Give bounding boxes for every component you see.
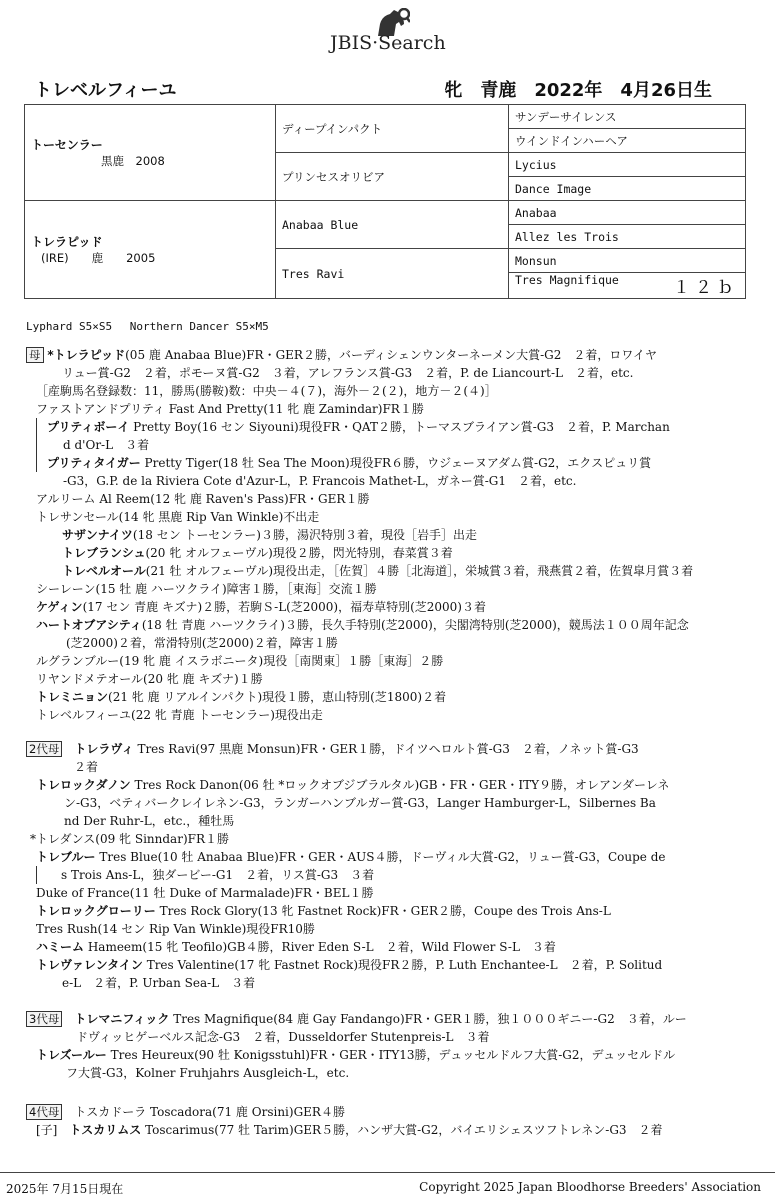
hameem-record: Hameem(15 牝 Teofilo)GB４勝，River Eden S-L ２着，Wild Flower S-L ３着 [84,940,556,954]
heart-of-a-city-record-2: (芝2000)２着，常滑特別(芝2000)２着，障害１勝 [66,636,338,650]
kevin-link[interactable]: ケゲィン [36,600,83,614]
tres-rock-danon-record-2: ン-G3，ベティバークレイレネン-G3，ランガーハンブルガー賞-G3，Langer Hamburger-L，Silbernes Ba [64,796,656,810]
tres-magnifique-record: Tres Magnifique(84 鹿 Gay Fandango)FR・GER１勝，独１０００ギニー-G2 ３着，ルー [169,1012,687,1026]
sds-cell[interactable]: Lycius [509,153,746,177]
tres-valentine-link[interactable]: トレヴァレンタイン [36,958,143,972]
sire-cell[interactable] [25,105,276,201]
pretty-boy-record: Pretty Boy(16 セン Siyouni)現役FR・QAT２勝，トーマスブライアン賞-G3 ２着，P. Marchan [129,420,670,434]
sdd-cell[interactable]: Dance Image [509,177,746,201]
dam-cell[interactable] [25,201,276,299]
tres-blanche-link[interactable]: トレブランシュ [62,546,146,560]
child-al-reem: アルリーム Al Reem(12 牝 鹿 Raven's Pass)FR・GER１勝 [36,492,370,506]
sire-name: トーセンラー [31,138,103,152]
pretty-tiger-record-2: -G3，G.P. de la Riviera Cote d'Azur-L，P. Francois Mathet-L，ガネー賞-G1 ２着，etc. [63,474,577,488]
kevin-record: (17 セン 青鹿 キズナ)２勝，若駒Ｓ-L(芝2000)，福寿草特別(芝2000)３着 [82,600,486,614]
footer-copyright: Copyright 2025 Japan Bloodhorse Breeders' Association [419,1180,761,1194]
sire-sire-cell[interactable]: ディープインパクト [276,105,509,153]
toscarimus-record: Toscarimus(77 牡 Tarim)GER５勝，ハンザ大賞-G2，バイエリシェスツフトレネン-G3 ２着 [141,1123,663,1137]
ssd-cell[interactable]: ウインドインハーヘア [509,129,746,153]
dam-record-2: リュー賞-G2 ２着，ポモーヌ賞-G2 ３着，アレフランス賞-G3 ２着，P. de Liancourt-L ２着，etc. [62,366,634,380]
third-dam-section [26,1010,746,1082]
dss-cell[interactable]: Anabaa [509,201,746,225]
child-tres-dance: *トレダンス(09 牝 Sinndar)FR１勝 [30,832,229,846]
tres-bellor-link[interactable]: トレベルオール [62,564,146,578]
second-dam-section [26,740,746,992]
southern-knights-link[interactable]: サザンナイツ [62,528,133,542]
tag-4th-dam: 4代母 [26,1104,62,1120]
dam-link[interactable]: *トレラピッド [47,348,126,362]
pretty-tiger-link[interactable]: プリティタイガー [47,456,141,470]
tres-magnifique-link[interactable]: トレマニフィック [74,1012,170,1026]
pretty-boy-record-2: d d'Or-L ３着 [63,438,150,452]
title-row [34,76,746,105]
dds-cell[interactable]: Monsun [509,249,746,273]
sire-sub: 黒鹿 2008 [101,154,165,168]
dam-sire-cell[interactable]: Anabaa Blue [276,201,509,249]
child-lien-de-meteore: リヤンドメテオール(20 牝 鹿 キズナ)１勝 [36,672,263,686]
tres-bellor-record: (21 牡 オルフェーヴル)現役出走，［佐賀］４勝［北海道］，栄城賞３着，飛燕賞２着，佐賀皐月賞３着 [145,564,694,578]
heart-of-a-city-record: (18 牡 青鹿 ハーツクライ)３勝，長久手特別(芝2000)，尖閣湾特別(芝2000)，競馬法１００周年記念 [141,618,689,632]
pretty-boy-link[interactable]: プリティボーイ [47,420,130,434]
sss-cell[interactable]: サンデーサイレンス [509,105,746,129]
child-tres-belle-fille: トレベルフィーユ(22 牝 青鹿 トーセンラー)現役出走 [36,708,323,722]
tres-rock-glory-link[interactable]: トレロックグローリー [36,904,156,918]
toscadora-record: トスカドーラ Toscadora(71 鹿 Orsini)GER４勝 [74,1105,345,1119]
southern-knights-record: (18 セン トーセンラー)３勝，湯沢特別３着，現役［岩手］出走 [132,528,477,542]
child-tres-sancerre: トレサンセール(14 牝 黒鹿 Rip Van Winkle)不出走 [36,510,320,524]
horse-name: トレベルフィーユ [34,80,177,101]
logo-text: JBIS·Search [330,32,446,54]
jbis-logo[interactable] [330,8,460,56]
pretty-tiger-record: Pretty Tiger(18 牡 Sea The Moon)現役FR６勝，ウジェーヌアダム賞-G2，エクスピュリ賞 [140,456,652,470]
ddd-cell[interactable] [509,273,746,299]
tag-child: [子] [36,1123,58,1137]
child-tres-rush: Tres Rush(14 セン Rip Van Winkle)現役FR10勝 [36,922,315,936]
tres-ravi-record: Tres Ravi(97 黒鹿 Monsun)FR・GER１勝，ドイツヘロルト賞-G3 ２着，ノネット賞-G3 [133,742,639,756]
fourth-dam-section [26,1103,746,1139]
child-fast-and-pretty: ファストアンドプリティ Fast And Pretty(11 牝 鹿 Zamindar)FR１勝 [36,402,424,416]
dsd-cell[interactable]: Allez les Trois [509,225,746,249]
tres-rock-glory-record: Tres Rock Glory(13 牝 Fastnet Rock)FR・GER２勝，Coupe des Trois Ans-L [155,904,611,918]
toscarimus-link[interactable]: トスカリムス [69,1123,142,1137]
pedigree-table [24,104,746,299]
dam-dam-cell[interactable]: Tres Ravi [276,249,509,299]
dam-sub: (IRE) 鹿 2005 [41,251,156,265]
child-le-grand-bleu: ルグランブルー(19 牝 鹿 イスラボニータ)現役［南関東］１勝［東海］２勝 [36,654,444,668]
tres-blue-record: Tres Blue(10 牡 Anabaa Blue)FR・GER・AUS４勝，ドーヴィル大賞-G2，リュー賞-G3，Coupe de [95,850,666,864]
footer-divider [0,1172,775,1173]
tres-blue-link[interactable]: トレブルー [36,850,96,864]
child-duke-of-france: Duke of France(11 牡 Duke of Marmalade)FR・BEL１勝 [36,886,374,900]
tres-rock-danon-record: Tres Rock Danon(06 牡 *ロックオブジブラルタル)GB・FR・GER・ITY９勝，オレアンダーレネ [130,778,670,792]
child-sea-lane: シーレーン(15 牡 鹿 ハーツクライ)障害１勝，［東海］交流１勝 [36,582,377,596]
ddd-name: Tres Magnifique [515,273,619,287]
tres-valentine-record-2: e-L ２着，P. Urban Sea-L ３着 [62,976,256,990]
dam-name: トレラピッド [31,235,103,249]
sire-dam-cell[interactable]: プリンセスオリビア [276,153,509,201]
tag-2nd-dam: 2代母 [26,741,62,757]
dam-section [26,346,746,724]
heart-of-a-city-link[interactable]: ハートオブアシティ [36,618,142,632]
tres-heureux-record: Tres Heureux(90 牡 Konigsstuhl)FR・GER・ITY13勝，デュッセルドルフ大賞-G2，デュッセルドル [106,1048,676,1062]
hameem-link[interactable]: ハミーム [36,940,85,954]
tres-blue-record-2: s Trois Ans-L，独ダービー-G1 ２着，リス賞-G3 ３着 [61,868,375,882]
horse-info: 牝 青鹿 2022年 4月26日生 [444,80,712,101]
tres-blanche-record: (20 牝 オルフェーヴル)現役２勝，閃光特別，春菜賞３着 [145,546,453,560]
footer-date: 2025年 7月15日現在 [6,1182,124,1196]
dam-produce-summary: ［産駒馬名登録数：11，勝馬(勝鞍)数：中央－４(７)，海外－２(２)，地方－２(４)］ [36,384,497,398]
tres-rock-danon-link[interactable]: トレロックダノン [36,778,131,792]
inbreeding-text: Lyphard S5×S5 Northern Dancer S5×M5 [26,320,269,333]
tres-heureux-record-2: フ大賞-G3，Kolner Fruhjahrs Ausgleich-L，etc. [66,1066,350,1080]
tres-mignon-record: (21 牝 鹿 リアルインパクト)現役１勝，恵山特別(芝1800)２着 [108,690,447,704]
dam-record: (05 鹿 Anabaa Blue)FR・GER２勝，バーディシェンウンターネーメン大賞-G2 ２着，ロワイヤ [125,348,658,362]
tres-ravi-record-2: ２着 [74,760,99,774]
tres-mignon-link[interactable]: トレミニョン [36,690,109,704]
tag-dam: 母 [26,347,44,363]
tres-magnifique-record-2: ドヴィッヒゲーベルス記念-G3 ２着，Dusseldorfer Stutenpreis-L ３着 [76,1030,490,1044]
tres-ravi-link[interactable]: トレラヴィ [74,742,134,756]
tag-3rd-dam: 3代母 [26,1011,62,1027]
family-number: １２ｂ [673,278,739,298]
tres-valentine-record: Tres Valentine(17 牝 Fastnet Rock)現役FR２勝，P. Luth Enchantee-L ２着，P. Solitud [142,958,663,972]
tres-heureux-link[interactable]: トレズールー [36,1048,107,1062]
tres-rock-danon-record-3: nd Der Ruhr-L，etc.，種牡馬 [64,814,235,828]
